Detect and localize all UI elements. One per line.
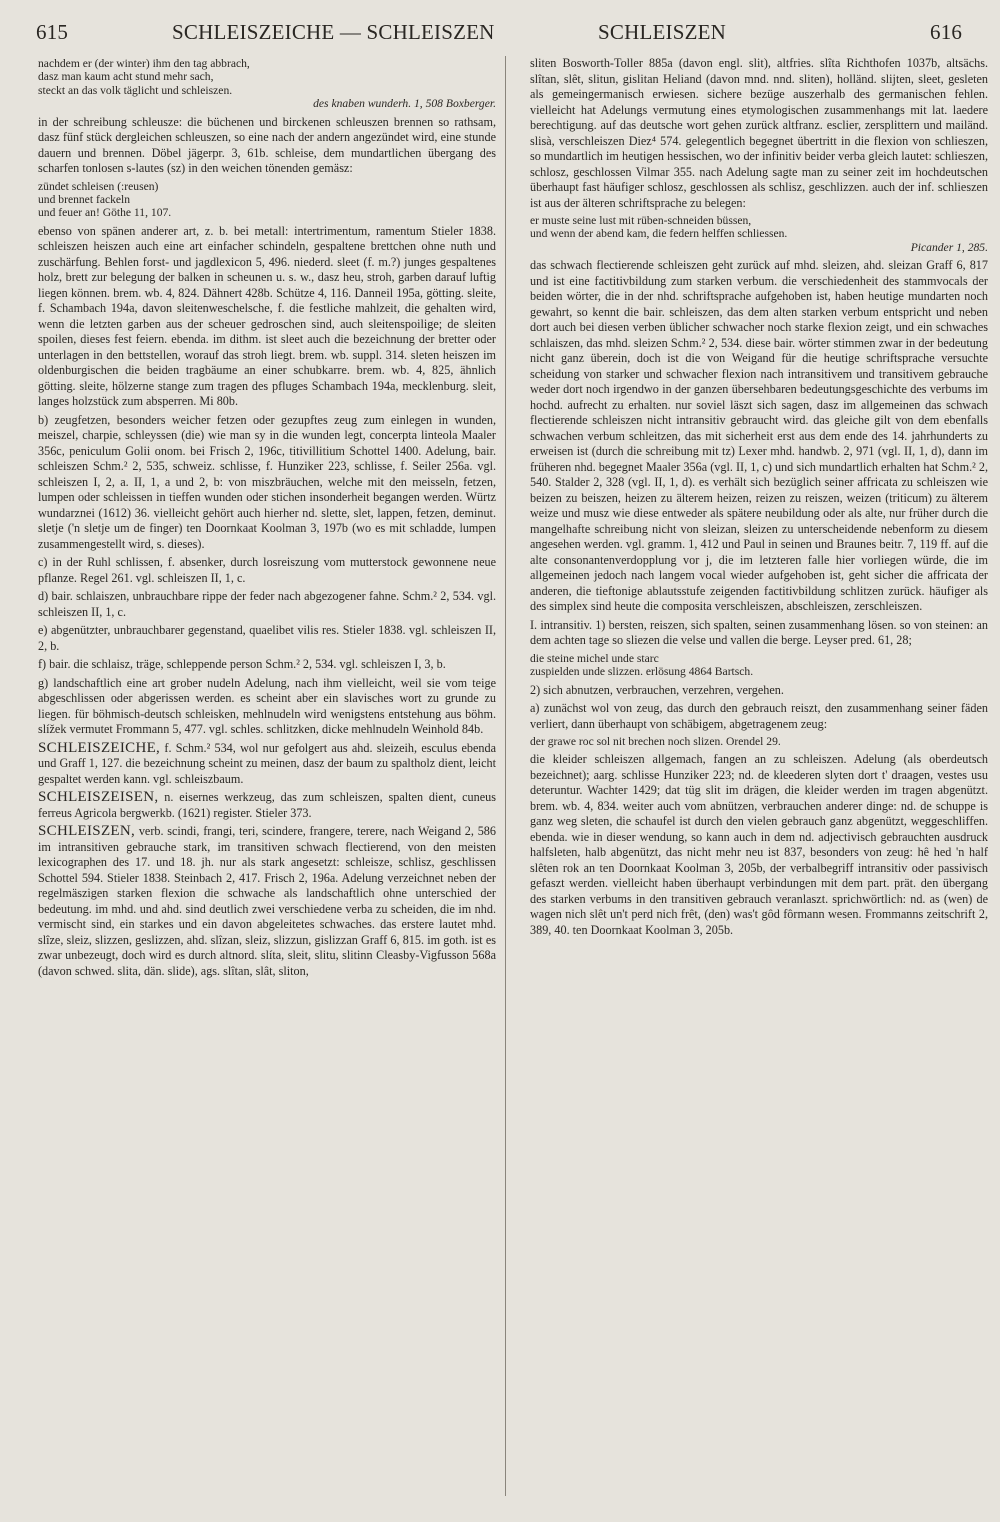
entry-text: f. Schm.² 534, wol nur gefolgert aus ahd. sleizeih, esculus ebenda und Graff 1, 127. die bezeichnung scheint zu meinen, dasz der baum zu spaltholz dient, leicht gespaltet werden kann. vgl. schleiszbaum.: [38, 740, 496, 786]
page-number-left: 615: [36, 20, 69, 44]
quote-block: [38, 57, 496, 111]
entry-lemma: SCHLEISZEN,: [38, 823, 136, 840]
paragraph: das schwach flectierende schleiszen geht zurück auf mhd. sleizen, ahd. sleizan Graff 6, 817 und ist eine factitivbildung zum starken verbum. die verschiedenheit des stammvocals der beiden wörter, die in der nhd. schriftsprache aufgehoben ist, haben heutige mundarten noch gewahrt, so kennt die bair. schleiszen, das dem alten starken verbum entspricht und neben dort auch bei diesen verben üblicher schwacher noch starke flexion zeigt, und ein schwaches schlaiszen, das mhd. sleizen Schm.² 2, 534. diese bair. wörter stimmen zwar in der bedeutung nicht ganz überein, doch ist die von Weigand für die heutige schriftsprache versuchte scheidung von starker und schwacher flexion nach intransitivem und transitivem gebrauche weder dort noch irgendwo in der ganzen übersehbaren bedeutungsgeschichte des verbums im hochd. aufrecht zu erhalten. nur soviel läszt sich sagen, dasz im allgemeinen das schwach flectierende schleiszen nicht intransitiv gebraucht wird. das gleiche gilt von dem ebenfalls schwachen verbum schleitzen, das mit sicherheit erst aus dem ende des 14. jahrhunderts zu erweisen ist (durch die schreibung mit tz) Lexer mhd. handwb. 2, 971 (vgl. II, 1, d), dann im früheren nhd. begegnet Maaler 356a (vgl. II, 1, c) und sich mundartlich erhalten hat Schm.² 2, 540. Stalder 2, 328 (vgl. II, 1, d). es verhält sich bezüglich seiner affricata zu schleiszen wie beizen zu beiszen, heizen zu älterem heizen, reizen zu reiszen, weizen (triticum) zu älterem weize und musz wie diese entweder als spätere neubildung oder als alte, nur früher durch die mangelhafte schreibung nicht von sleizan, sleizen zu unterscheidende nebenform zu diesem angesehen werden. vgl. gramm. 1, 412 und Paul in seinen und Braunes beitr. 7, 119 ff. auf die alte consonantenverdopplung vor j, die im letzteren falle hier vorliegen würde, die im allgemeinen jedoch nach langem vocal wieder aufgehoben ist, geht sicher die affricata der anderen, die tieftonige ablautsstufe zeigenden factitivbildung schlitzen zurück. häufiger als des simplex sind heute die composita verschleiszen, abschleiszen, zerschleiszen.: [530, 258, 988, 614]
paragraph: die kleider schleiszen allgemach, fangen an zu schleiszen. Adelung (als oberdeutsch bezeichnet); aarg. schlisse Hunziker 223; nd. de kleederen slyten dort t' draagen, vestes usu deteruntur. Wachter 1429; dat tüg slit im drägen, die kleider werden im tragen abgenützt. brem. wb. 4, 834. weiter auch vom abnützen, verbrauchen anderer dinge: nd. de schuppe is ganz weg sleten, die schaufel ist durch den vielen gebrauch ganz abgenützt, weggeschliffen. ebenda. wie in dieser wendung, so kann auch in dem nd. adjectivisch gebrauchten ausdruck halfsleten, halb abgenützt, das nicht mehr neu ist 837, besonders von zeug: hê hed 'n half slêten rok an ten Doornkaat Koolman 3, 205b, der verbalbegriff intransitiv oder passivisch gefaszt werden. vielleicht haben überhaupt verbindungen mit dem part. prät. den übergang des starken verbums in den transitiven gebrauch veranlaszt. sprichwörtlich: nd. as (wen) de wagen nich slêt un't perd nich frêt, (den) was't gôd fôrmann wesen. Frommanns zeitschrift 2, 389, 40. ten Doornkaat Koolman 3, 205b.: [530, 752, 988, 937]
quote-line: und brennet fackeln: [38, 193, 131, 207]
quote-block: [38, 180, 496, 220]
quote-line: nachdem er (der winter) ihm den tag abbrach,: [38, 57, 250, 70]
paragraph: e) abgenützter, unbrauchbarer gegenstand, quaelibet vilis res. Stieler 1838. vgl. schleiszen II, 2, b.: [38, 623, 496, 653]
quote-line: und wenn der abend kam, die federn helffen schliessen.: [530, 227, 788, 241]
paragraph: 2) sich abnutzen, verbrauchen, verzehren, vergehen.: [530, 682, 784, 697]
paragraph: d) bair. schlaiszen, unbrauchbare rippe der feder nach abgezogener fahne. Schm.² 2, 534. vgl. schleiszen II, 1, c.: [38, 589, 496, 619]
paragraph: in der schreibung schleusze: die büchenen und birckenen schleuszen brennen so rathsam, dasz fünf stück dergleichen schleuszen, so eine nach der andern angezündet wird, eine stunde dauern und brennen. Döbel jägerpr. 3, 61b. schleise, dem mundartlichen übergang des scharfen tonlosen s-lautes (sz) in den weichen tönenden gemäsz:: [38, 114, 496, 176]
dictionary-entry: [38, 824, 496, 979]
running-title-left: SCHLEISZEICHE — SCHLEISZEN: [172, 20, 495, 44]
quote-line: zuspielden unde slizzen. erlösung 4864 Bartsch.: [530, 665, 754, 679]
quote-line: zündet schleisen (:reusen): [38, 179, 159, 193]
quote-line: die steine michel unde starc: [530, 651, 659, 665]
quote-block: [530, 652, 988, 679]
quote-line: und feuer an! Göthe 11, 107.: [38, 206, 172, 220]
quote-block: [530, 735, 988, 748]
paragraph: f) bair. die schlaisz, träge, schleppende person Schm.² 2, 534. vgl. schleiszen I, 3, b.: [38, 657, 446, 672]
quote-block: [530, 214, 988, 254]
paragraph: g) landschaftlich eine art grober nudeln Adelung, nach ihm vielleicht, weil sie vom teige abgeschlissen oder abgerissen werden. es scheint aber ein slavisches wort zu grunde zu liegen. für böhmisch-deutsch schleisken, mehlnudeln wird wenigstens entstehung aus böhm. slížek vermutet Frommann 5, 477. vgl. schles. schlitzken, dicke mehlnudeln Weinhold 84b.: [38, 675, 496, 737]
entry-lemma: SCHLEISZEICHE,: [38, 739, 161, 756]
left-column: [38, 56, 496, 982]
quote-source: des knaben wunderh. 1, 508 Boxberger.: [313, 97, 496, 111]
dictionary-entry: [38, 741, 496, 788]
paragraph: b) zeugfetzen, besonders weicher fetzen oder gezupftes zeug zum einlegen in wunden, meiszel, charpie, schleyssen (die) wie man sy in die wunden legt, concerpta linteola Maaler 356c, peniculum Golii onom. bei Frisch 2, 196c, titivillitium Schottel 1400. Adelung, bair. schleiszen Schm.² 2, 535, schweiz. schlisse, f. Hunziker 223, schlisse, f. Seiler 256a. vgl. schleiszen I, 2, a. II, 1, a und 2, b: von miszbräuchen, welche mit den meisseln, fetzen, lumpen oder schleissen in tieffen wunden oder stichen insonderheit begangen werden. Würtz wundarznei (1612) 36. vielleicht gehört auch hierher nd. slette, slet, lappen, fetzen, deminut. sletje ('n sletje um de finger) ten Doornkaat Koolman 3, 197b (wo es mit schladde, lumpen zusammengestellt wird, s. dieses).: [38, 412, 496, 551]
paragraph: ebenso von spänen anderer art, z. b. bei metall: intertrimentum, ramentum Stieler 1838. schleiszen heiszen auch eine art einfacher schindeln, gespaltene brettchen ohne nuth und zuschärfung. Behlen forst- und jagdlexicon 5, 496. niederd. sleet (f. m.?) junges gespaltenes holz, brett zur belegung der balken in scheunen u. s. w., dasz heu, stroh, garben darauf luftig liegen können. brem. wb. 4, 824. Dähnert 428b. Schütze 4, 116. Danneil 195a, götting. sleite, f. Schambach 194a, davon sleitenweschelsche, f. die festliche mahlzeit, die gehalten wird, wenn die letzten garben aus der scheuer gedroschen sind, auch sleitenspoilige; de sleiten spoilen, dieses fest feiern. ebenda. im dithm. ist sleet auch die bezeichnung der bretter oder unterlagen in den bettstellen, worauf das stroh liegt. brem. wb. suppl. 314. sleten heiszen im oldenburgischen die beiden tragbäume an einer schubkarre. brem. wb. 4, 825, ähnlich götting. sleite, hölzerne stange zum tragen des pfluges Schambach 194a, mecklenburg. sleit, langes holzstück zum absperren. Mi 80b.: [38, 223, 496, 409]
paragraph: a) zunächst wol von zeug, das durch den gebrauch reiszt, den zusammenhang seiner fäden verliert, dann überhaupt von schäbigem, abgetragenem zeug:: [530, 701, 988, 731]
quote-line: dasz man kaum acht stund mehr sach,: [38, 70, 214, 84]
quote-line: er muste seine lust mit rüben-schneiden büssen,: [530, 214, 752, 227]
entry-text: n. eisernes werkzeug, das zum schleiszen, spalten dient, cuneus ferreus Agricola bergwerkb. (1621) register. Stieler 373.: [38, 790, 496, 820]
quote-line: steckt an das volk täglicht und schleiszen.: [38, 83, 233, 97]
entry-text: verb. scindi, frangi, teri, scindere, frangere, terere, nach Weigand 2, 586 im intransitiven gebrauche stark, im transitiven schwach flectierend, von den meisten lexicographen des 17. und 18. jh. nur als stark angesetzt: schleisze, schlisz, geschlissen Schottel 594. Stieler 1838. Steinbach 2, 417. Frisch 2, 196a. Adelung verzeichnet neben der regelmäszigen starken flexion die schwache als landschaftlich ohne unterschied der bedeutung. im mhd. und ahd. sind deutlich zwei verschiedene verba zu scheiden, die im nhd. vermischt sind, ein starkes und ein davon abgeleitetes schwaches. das erstere lautet mhd. slîze, sleiz, slizzen, geslizzen, ahd. slîzan, sleiz, slizzun, gislizzan Graff 6, 815. im goth. ist es zwar unbezeugt, doch wird es durch altnord. slíta, sleit, slitu, slitinn Cleasby-Vigfusson 568a (davon schwed. slita, dän. slide), ags. slîtan, slât, sliton,: [38, 824, 496, 978]
running-title-right: SCHLEISZEN: [598, 20, 726, 44]
right-column: [530, 56, 988, 941]
paragraph: c) in der Ruhl schlissen, f. absenker, durch losreiszung vom mutterstock gewonnene neue pflanze. Regel 261. vgl. schleiszen II, 1, c.: [38, 555, 496, 585]
dictionary-entry: [38, 790, 496, 821]
quote-source: Picander 1, 285.: [910, 240, 988, 254]
paragraph: sliten Bosworth-Toller 885a (davon engl. slit), altfries. slîta Richthofen 1037b, altsächs. slîtan, slêt, slitun, gislitan Heliand (davon mnd. nnd. sliten), holländ. slijten, sleet, gesleten als gemeingermanisch erwiesen. sichere bezüge auszerhalb des germanischen fehlen. vielleicht hat Adelungs vermutung eines etymologischen zusammenhangs mit lat. laedere berechtigung. auf das deutsche wort gehen zurück altfranz. esclier, zersplittern und mailänd. slisà, verschleiszen Diez⁴ 574. gelegentlich begegnet übertritt in die flexion von schlieszen, so mundartlich im heutigen hessischen, wo der infinitiv beider verba gleich lautet: schlieszen, schlosz, geschlossen Vilmar 355. nach Adelung sagte man zu seiner zeit im hochdeutschen überhaupt fast häufiger schlosz, geschlossen als schlisz, geschlizzen. auch der inf. schlieszen ist aus der älteren schriftsprache zu belegen:: [530, 56, 988, 210]
page-number-right: 616: [930, 20, 963, 44]
paragraph: I. intransitiv. 1) bersten, reiszen, sich spalten, seinen zusammenhang lösen. so von steinen: an dem achten tage so sliezen die velse und vallen die berge. Leyser pred. 61, 28;: [530, 617, 988, 648]
entry-lemma: SCHLEISZEISEN,: [38, 789, 159, 806]
quote-line: der grawe roc sol nit brechen noch slizen. Orendel 29.: [530, 735, 781, 749]
column-divider: [505, 56, 506, 1496]
